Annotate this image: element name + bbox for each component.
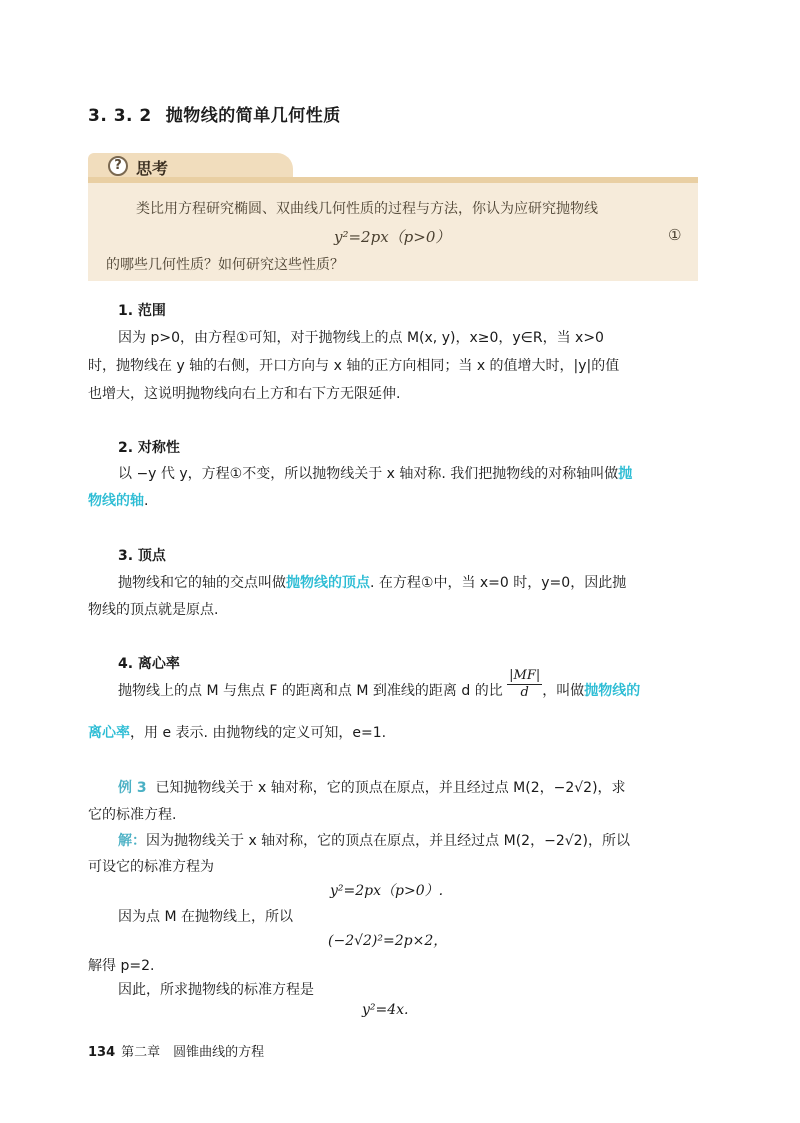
- solution-line-1: [118, 830, 630, 850]
- eccentricity-line-1: [118, 667, 641, 701]
- range-heading: 1. 范围: [118, 303, 166, 319]
- fraction-denominator: d: [520, 684, 529, 700]
- eccentricity-term-part1: 抛物线的: [584, 683, 641, 699]
- solution-text-1: 因为抛物线关于 x 轴对称，它的顶点在原点，并且经过点 M(2，−2√2)，所以: [146, 833, 631, 849]
- question-icon: ?: [108, 156, 128, 176]
- example-label: 例 3: [118, 780, 147, 796]
- eccentricity-text-c: ，用 e 表示. 由抛物线的定义可知，e=1.: [130, 725, 387, 741]
- solution-equation-3: y²=4x.: [362, 1002, 409, 1018]
- symmetry-end: .: [144, 493, 149, 509]
- solution-line-4: 解得 p=2.: [88, 958, 155, 974]
- symmetry-line-2: [88, 490, 148, 510]
- fraction-numerator: |MF|: [509, 667, 541, 683]
- solution-line-5: 因此，所求抛物线的标准方程是: [118, 982, 314, 998]
- vertex-heading: 3. 顶点: [118, 548, 166, 564]
- vertex-text-b: . 在方程①中，当 x=0 时，y=0，因此抛: [370, 575, 627, 591]
- range-line-3: 也增大，这说明抛物线向右上方和右下方无限延伸.: [88, 386, 401, 402]
- symmetry-line-1: [118, 463, 632, 483]
- vertex-line-1: [118, 572, 626, 592]
- think-equation-tag: ①: [668, 226, 682, 244]
- think-equation: y²=2px（p>0）: [334, 228, 451, 246]
- eccentricity-line-2: [88, 722, 386, 742]
- solution-equation-1: y²=2px（p>0）.: [330, 883, 444, 899]
- think-box: [88, 153, 698, 281]
- solution-line-2: 可设它的标准方程为: [88, 859, 214, 875]
- eccentricity-fraction: [507, 668, 542, 701]
- symmetry-heading: 2. 对称性: [118, 440, 180, 456]
- range-line-1: 因为 p>0，由方程①可知，对于抛物线上的点 M(x, y)，x≥0，y∈R，当 x>0: [118, 330, 604, 346]
- page-footer: [88, 1041, 264, 1060]
- vertex-term: 抛物线的顶点: [286, 575, 370, 591]
- axis-term-part1: 抛: [618, 466, 633, 482]
- chapter-title: 第二章 圆锥曲线的方程: [121, 1045, 265, 1060]
- range-line-2: 时，抛物线在 y 轴的右侧，开口方向与 x 轴的正方向相同；当 x 的值增大时，|y|的值: [88, 358, 620, 374]
- section-title-text: 抛物线的简单几何性质: [165, 106, 341, 126]
- solution-equation-2: (−2√2)²=2p×2，: [328, 933, 448, 949]
- section-number: 3. 3. 2: [88, 106, 152, 126]
- section-title: [88, 101, 341, 126]
- vertex-text-a: 抛物线和它的轴的交点叫做: [118, 575, 286, 591]
- eccentricity-text-b: ，叫做: [542, 683, 585, 699]
- page-number: 134: [88, 1045, 116, 1060]
- eccentricity-heading: 4. 离心率: [118, 656, 180, 672]
- symmetry-text: 以 −y 代 y，方程①不变，所以抛物线关于 x 轴对称. 我们把抛物线的对称轴叫做: [118, 466, 619, 482]
- example-line-1: [118, 777, 626, 797]
- think-line-3: 的哪些几何性质？如何研究这些性质？: [106, 257, 344, 273]
- think-label: 思考: [136, 159, 169, 178]
- example-text: 已知抛物线关于 x 轴对称，它的顶点在原点，并且经过点 M(2，−2√2)，求: [155, 780, 626, 796]
- solution-label: 解：: [118, 833, 146, 849]
- axis-term-part2: 物线的轴: [88, 493, 144, 509]
- think-line-1: 类比用方程研究椭圆、双曲线几何性质的过程与方法，你认为应研究抛物线: [136, 201, 598, 217]
- example-line-2: 它的标准方程.: [88, 807, 177, 823]
- eccentricity-text-a: 抛物线上的点 M 与焦点 F 的距离和点 M 到准线的距离 d 的比: [118, 683, 503, 699]
- eccentricity-term-part2: 离心率: [88, 725, 130, 741]
- solution-line-3: 因为点 M 在抛物线上，所以: [118, 909, 293, 925]
- vertex-line-2: 物线的顶点就是原点.: [88, 602, 219, 618]
